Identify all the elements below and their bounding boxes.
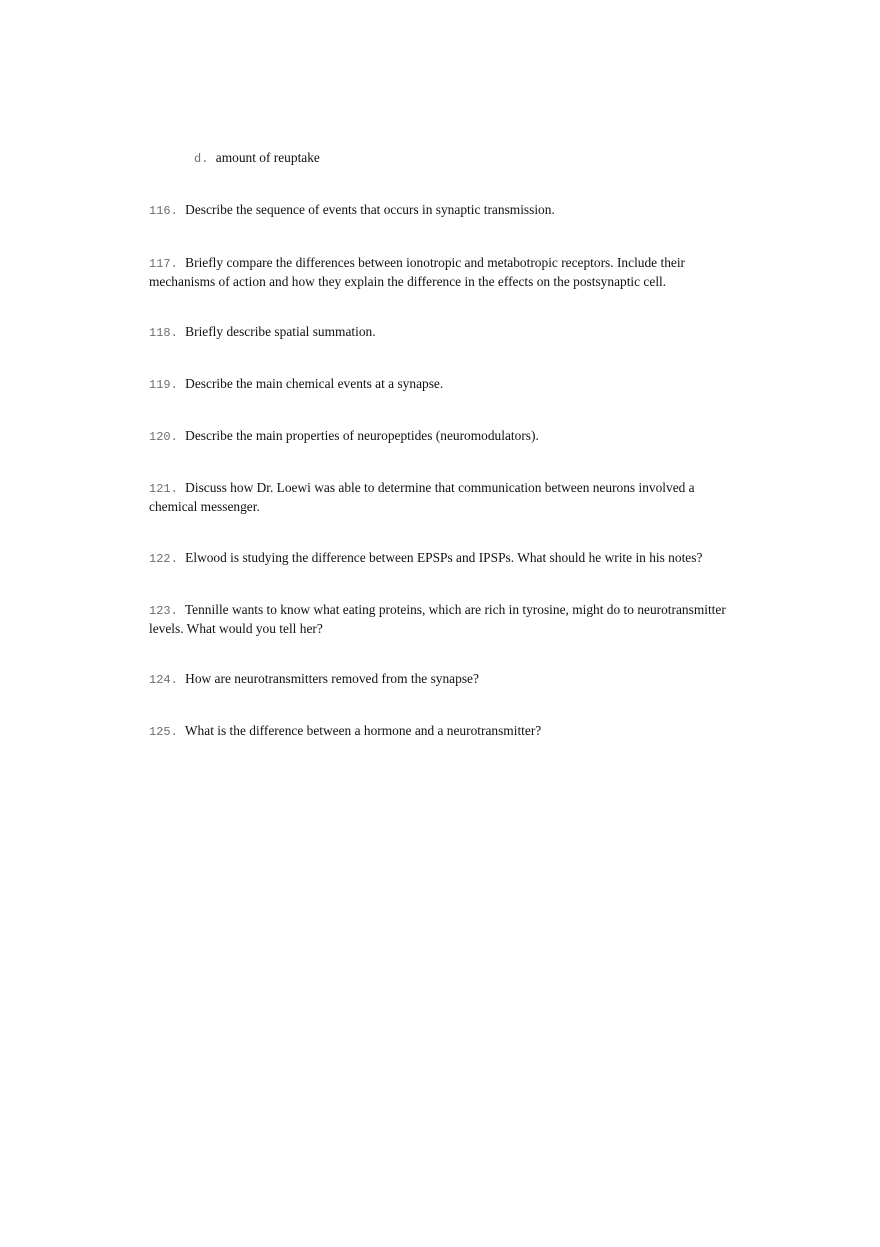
question-text: Describe the sequence of events that occurs in synaptic transmission. <box>185 202 555 217</box>
answer-option-d <box>194 149 320 168</box>
option-text: amount of reuptake <box>215 150 320 165</box>
question-number: 117. <box>149 257 178 271</box>
question-number: 116. <box>149 204 178 218</box>
question-text: Briefly compare the differences between ionotropic and metabotropic receptors. Include their mechanisms of action and how they explain the difference in the effects on the postsynaptic cell. <box>149 255 686 289</box>
question-number: 118. <box>149 326 178 340</box>
question-125 <box>149 722 729 741</box>
question-text: Discuss how Dr. Loewi was able to determine that communication between neurons involved a chemical messenger. <box>149 480 695 514</box>
question-text: Elwood is studying the difference between EPSPs and IPSPs. What should he write in his notes? <box>185 550 703 565</box>
question-text: Tennille wants to know what eating proteins, which are rich in tyrosine, might do to neurotransmitter levels. What would you tell her? <box>149 602 726 636</box>
question-text: What is the difference between a hormone and a neurotransmitter? <box>184 723 542 738</box>
question-120 <box>149 427 729 446</box>
question-117 <box>149 254 729 290</box>
question-number: 123. <box>149 604 178 618</box>
question-text: How are neurotransmitters removed from the synapse? <box>185 671 479 686</box>
question-116 <box>149 201 729 220</box>
question-124 <box>149 670 729 689</box>
question-121 <box>149 479 729 515</box>
question-text: Describe the main chemical events at a synapse. <box>185 376 444 391</box>
option-label: d. <box>194 152 209 166</box>
question-number: 124. <box>149 673 178 687</box>
question-number: 120. <box>149 430 178 444</box>
question-123 <box>149 601 729 637</box>
question-text: Describe the main properties of neuropeptides (neuromodulators). <box>185 428 539 443</box>
question-118 <box>149 323 729 342</box>
question-number: 122. <box>149 552 178 566</box>
question-119 <box>149 375 729 394</box>
question-number: 125. <box>149 725 178 739</box>
question-number: 121. <box>149 482 178 496</box>
question-number: 119. <box>149 378 178 392</box>
question-text: Briefly describe spatial summation. <box>185 324 376 339</box>
question-122 <box>149 549 729 568</box>
